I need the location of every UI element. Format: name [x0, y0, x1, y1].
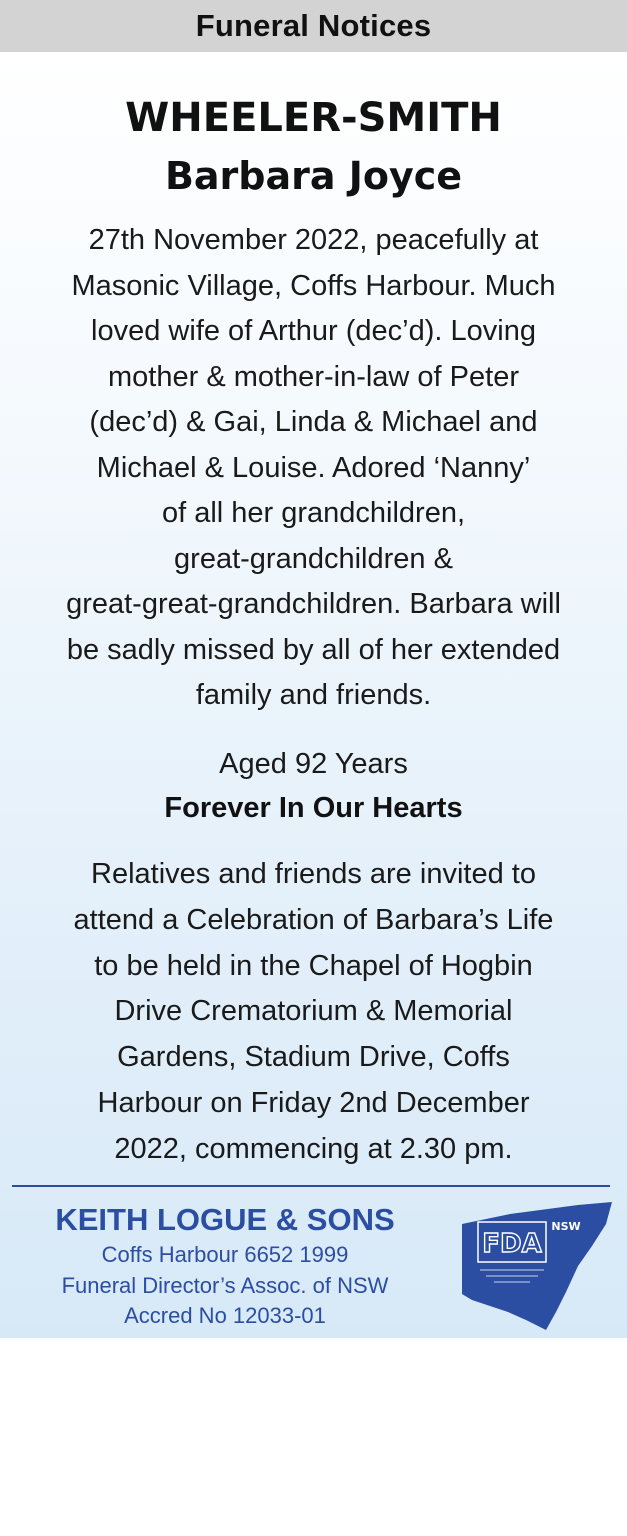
service-line: 2022, commencing at 2.30 pm. — [114, 1132, 513, 1165]
notice-body-line: (dec’d) & Gai, Linda & Michael and — [89, 406, 538, 438]
funeral-director-association: Funeral Director’s Assoc. of NSW — [61, 1272, 389, 1298]
notice-body-line: be sadly missed by all of her extended — [66, 633, 561, 666]
funeral-notice — [0, 52, 627, 1338]
section-header — [0, 0, 627, 52]
logo-state-text: NSW — [551, 1220, 581, 1233]
service-details — [14, 852, 613, 1173]
notice-body-line: Masonic Village, Coffs Harbour. Much — [71, 269, 556, 302]
notice-body-line: of all her grandchildren, — [161, 497, 466, 529]
age-at-death: Aged 92 Years — [219, 748, 408, 780]
service-line: Drive Crematorium & Memorial — [114, 995, 513, 1028]
service-line: to be held in the Chapel of Hogbin — [94, 949, 533, 982]
funeral-director-phone: Coffs Harbour 6652 1999 — [101, 1242, 349, 1267]
notice-body-line: mother & mother-in-law of Peter — [108, 360, 519, 393]
notice-body-line: great-grandchildren & — [174, 542, 453, 575]
deceased-surname: WHEELER-SMITH — [125, 95, 502, 141]
notice-body-line: great-great-grandchildren. Barbara will — [66, 588, 561, 620]
service-line: Relatives and friends are invited to — [91, 858, 536, 890]
notice-body-line: 27th November 2022, peacefully at — [88, 224, 539, 256]
funeral-director-name: KEITH LOGUE & SONS — [55, 1202, 395, 1237]
service-line: Harbour on Friday 2nd December — [97, 1086, 530, 1119]
section-title: Funeral Notices — [195, 8, 432, 43]
notice-body — [14, 218, 613, 719]
fda-nsw-map-logo-icon — [460, 1200, 614, 1332]
logo-fda-text: FDA — [482, 1229, 542, 1259]
funeral-director-info — [10, 1200, 440, 1332]
funeral-director-accreditation: Accred No 12033-01 — [124, 1303, 326, 1328]
deceased-given-names: Barbara Joyce — [164, 154, 463, 198]
notice-body-line: loved wife of Arthur (dec’d). Loving — [91, 315, 536, 347]
notice-body-line: Michael & Louise. Adored ‘Nanny’ — [96, 451, 531, 484]
notice-body-line: family and friends. — [195, 679, 432, 711]
service-line: Gardens, Stadium Drive, Coffs — [117, 1041, 510, 1074]
footer-divider — [12, 1185, 610, 1187]
memorial-tagline: Forever In Our Hearts — [164, 792, 463, 824]
service-line: attend a Celebration of Barbara’s Life — [73, 903, 554, 936]
